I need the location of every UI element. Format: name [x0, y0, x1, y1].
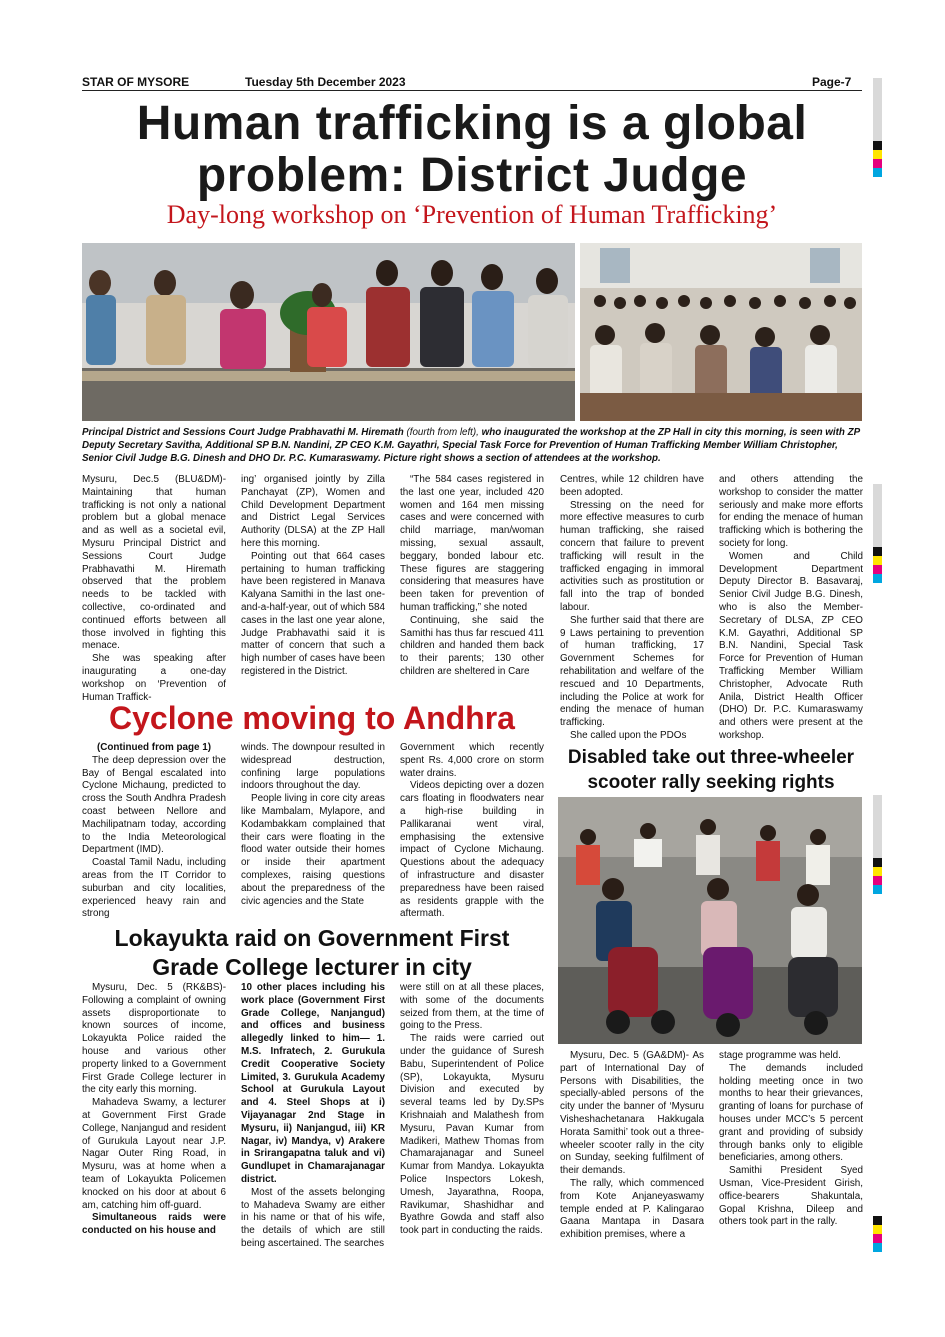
lead-headline-line2: problem: District Judge: [196, 149, 748, 202]
paragraph: Mysuru, Dec. 5 (RK&BS)- Following a complaint of owning assets disproportionate to known sources of income, Lokayukta Police raided the house and various other property linked to a Government First Grade College lecturer in the city early this morning.: [82, 982, 226, 1096]
paragraph: Samithi President Syed Usman, Vice-President Girish, office-bearers Shakuntala, Gopal Krishna, Dileep and others took part in the rally.: [719, 1165, 863, 1228]
rally-column-1: [560, 1050, 704, 1242]
paragraph: Pointing out that 664 cases pertaining to human trafficking have been registered in Manava Kalyana Samithi in the last one-and-a-half-year, out of which 584 cases in the last one year alone, Judge Prabhavathi said it is matter of concern that such a high number of cases have been registered in the District.: [241, 550, 385, 677]
paragraph: Simultaneous raids were conducted on his house and: [82, 1212, 226, 1237]
registration-marks-bottom: [873, 1216, 882, 1252]
lead-column-5: [719, 474, 863, 743]
cyclone-headline: Cyclone moving to Andhra: [109, 700, 515, 736]
continued-note: (Continued from page 1): [96, 742, 212, 753]
lokayukta-column-2: [241, 982, 385, 1251]
paragraph: 10 other places including his work place (Government First Grade College, Nanjangud) and offices and business allegedly linked to him— 1. M.S. Infratech, 2. Gurukula Credit Cooperative Society Limited, 3. Gurukula Academy School at Gurukula Layout and 4. Steel Shops at i) Vijayanagar 2nd Stage in Mysuru, ii) Nanjangud, iii) KR Nagar, iv) Mandya, v) Arakere in Srirangapatna taluk and vi) Gundlupet in Chamarajanagar district.: [241, 982, 385, 1185]
paragraph: The demands included holding meeting once in two months to hear their grievances, granting of loans for purchase of houses under MCC’s 5 percent grant and providing of subsidy through banks only to eligible beneficiaries, among others.: [719, 1062, 863, 1164]
lead-column-3: [400, 474, 544, 679]
paragraph: Government which recently spent Rs. 4,000 crore on storm water drains.: [400, 742, 544, 779]
paragraph: People living in core city areas like Mambalam, Mylapore, and Kodambakkam complained that their cars were floating in the flood water outside their homes or inside their apartment complexes, raising questions about the preparedness of the civic agencies and the State: [241, 793, 385, 907]
paragraph: The rally, which commenced from Kote Anjaneyaswamy temple ended at P. Kalingarao Gaana Mantapa in Dasara exhibition premises, where a: [560, 1177, 704, 1241]
paragraph: “The 584 cases registered in the last one year, included 420 women and 164 men missing cases and were concerned with child marriage, man/woman missing, sexual assault, beggary, bonded labour etc. These figures are staggering considering that measures have been taken for prevention of human trafficking,” she noted: [400, 474, 544, 613]
paragraph: She called upon the PDOs: [570, 729, 687, 741]
lead-deck: Day-long workshop on ‘Prevention of Human Trafficking’: [166, 200, 778, 229]
paragraph: and others attending the workshop to consider the matter seriously and make more efforts for ending the menace of human trafficking which is bothering the society for long.: [719, 474, 863, 549]
paragraph: Mysuru, Dec. 5 (GA&DM)- As part of International Day of Persons with Disabilities, the specially-abled persons of the city under the banner of ‘Mysuru Visheshachetanara Hakkugala Horata Samithi’ took out a three-wheeler scooter rally in the city on Sunday, seeking fulfilment of their demands.: [560, 1050, 704, 1177]
paragraph: She further said that there are 9 Laws pertaining to prevention of human trafficking, 17 Government Schemes for rehabilitation and welfare of the rescued and 10 Departments, including the Police at work for ending the menace of human trafficking.: [560, 614, 704, 729]
lokayukta-headline-line1: Lokayukta raid on Government First: [114, 925, 510, 951]
paragraph: ing’ organised jointly by Zilla Panchayat (ZP), Women and Child Development Department and District Legal Services Authority (DLSA) at the ZP Hall here this morning.: [241, 474, 385, 549]
lead-column-4: [560, 474, 704, 743]
registration-marks-top: [873, 78, 882, 177]
lokayukta-headline: [70, 924, 554, 982]
rally-headline-line1: Disabled take out three-wheeler: [567, 747, 855, 768]
lokayukta-column-1: [82, 982, 226, 1238]
rally-headline-line2: scooter rally seeking rights: [587, 772, 835, 793]
paragraph: Most of the assets belonging to Mahadeva Swamy are either in his name or that of his wife, the details of which are still being ascertained. The searches: [241, 1186, 385, 1249]
paragraph: The deep depression over the Bay of Bengal escalated into Cyclone Michaung, predicted to cross the South Andhra Pradesh coast between Nellore and Machilipatnam today, according to the India Meteorological Department (IMD).: [82, 754, 226, 856]
caption-part2: (fourth from left),: [403, 427, 482, 438]
caption-part3: who inaugurated the workshop at the ZP Hall in city this morning, is seen with ZP Deputy Secretary Savitha, Additional SP B.N. Nandini, ZP CEO K.M. Gayathri, Special Task Force for Prevention of Human Trafficking Member William Christopher, Senior Civil Judge B.G. Dinesh and DHO Dr. P.C. Kumaraswamy. Picture right shows a section of attendees at the workshop.: [82, 427, 860, 464]
paragraph: Women and Child Development Department Deputy Director B. Basavaraj, Senior Civil Judge B.G. Dinesh, who is also the Member-Secretary of DLSA, ZP CEO K.M. Gayathri, Additional SP B.N. Nandini, Special Task Force for Prevention of Human Trafficking Member William Christopher, Advocate Ruth Anila, District Health Officer (DHO) Dr. P.C. Kumaraswamy and others were present at the workshop.: [719, 550, 863, 741]
rally-headline: [556, 745, 866, 795]
page-number: Page-7: [812, 75, 852, 89]
lokayukta-column-3: [400, 982, 544, 1238]
registration-marks-lower: [873, 795, 882, 894]
caption-part1: Principal District and Sessions Court Judge Prabhavathi M. Hiremath: [82, 427, 404, 438]
paragraph: Coastal Tamil Nadu, including areas from the IT Corridor to suburban and city localities, experienced heavy rain and strong: [82, 857, 226, 920]
paragraph: Videos depicting over a dozen cars floating in floodwaters near a high-rise building in Pallikaranai went viral, emphasising the extensive impact of Cyclone Michaung. Questions about the adequacy of infrastructure and disaster preparedness have been raised as residents grapple with the aftermath.: [400, 780, 544, 920]
workshop-attendees-photo: [580, 243, 862, 421]
paragraph: She was speaking after inaugurating a one-day workshop on ‘Prevention of Human Traffick-: [82, 653, 226, 703]
issue-date: Tuesday 5th December 2023: [245, 75, 406, 89]
masthead: STAR OF MYSORE: [82, 75, 190, 89]
cyclone-column-2: [241, 742, 385, 908]
paragraph: winds. The downpour resulted in widespread destruction, confining large populations indoors throughout the day.: [241, 742, 385, 792]
cyclone-column-1: [82, 742, 226, 921]
paragraph: were still on at all these places, with some of the documents seized from them, at the time of going to the Press.: [400, 982, 544, 1032]
paragraph: Mysuru, Dec.5 (BLU&DM)- Maintaining that human trafficking is not only a national problem but a global menace and as well as a societal evil, Mysuru Principal District and Sessions Court Judge Prabhavathi M. Hiremath observed that the problem needs to be tackled with collective, co-ordinated and continued efforts between all those involved in fighting this menace.: [82, 474, 226, 652]
paragraph: Centres, while 12 children have been adopted.: [560, 474, 704, 498]
rally-column-2: [719, 1050, 863, 1229]
lead-column-2: [241, 474, 385, 679]
workshop-stage-photo: [82, 243, 575, 421]
lokayukta-headline-line2: Grade College lecturer in city: [152, 954, 472, 980]
scooter-rally-photo: [558, 797, 862, 1044]
paragraph: Continuing, she said the Samithi has thus far rescued 411 children and handed them back to their parents; 130 other children are sheltered in Care: [400, 614, 544, 677]
lead-column-1: [82, 474, 226, 704]
lead-photo-caption: [82, 426, 862, 465]
registration-marks-middle: [873, 484, 882, 583]
paragraph: The raids were carried out under the guidance of Suresh Babu, Superintendent of Police (SP), Lokayukta, Mysuru Division and executed by several teams led by Dy.SPs Krishnaiah and Malathesh from Mysuru, Pavan Kumar from Madikeri, Mathew Thomas from Chamarajanagar and Suneel Kumar from Mandya. Lokayukta Police Inspectors Lokesh, Umesh, Jayarathna, Roopa, Ravikumar, Shashidhar and Byathre Gowda and staff also took part in conducting the raids.: [400, 1033, 544, 1237]
paragraph: stage programme was held.: [719, 1050, 841, 1061]
paragraph: Stressing on the need for more effective measures to curb human trafficking, she raised concern that failure to prevent trafficking will result in the trafficked engaging in immoral activities such as prostitution or fall into the trap of bonded labour.: [560, 499, 704, 613]
lead-headline-line1: Human trafficking is a global: [136, 97, 808, 150]
cyclone-column-3: [400, 742, 544, 921]
header-rule: [82, 90, 862, 91]
paragraph: Mahadeva Swamy, a lecturer at Government First Grade College, Nanjangud and resident of Gurukula Layout near J.P. Nagar Outer Ring Road, in Mysuru, was at home when a team of Lokayukta Policemen knocked on his door at about 6 am, catching him off-guard.: [82, 1097, 226, 1211]
